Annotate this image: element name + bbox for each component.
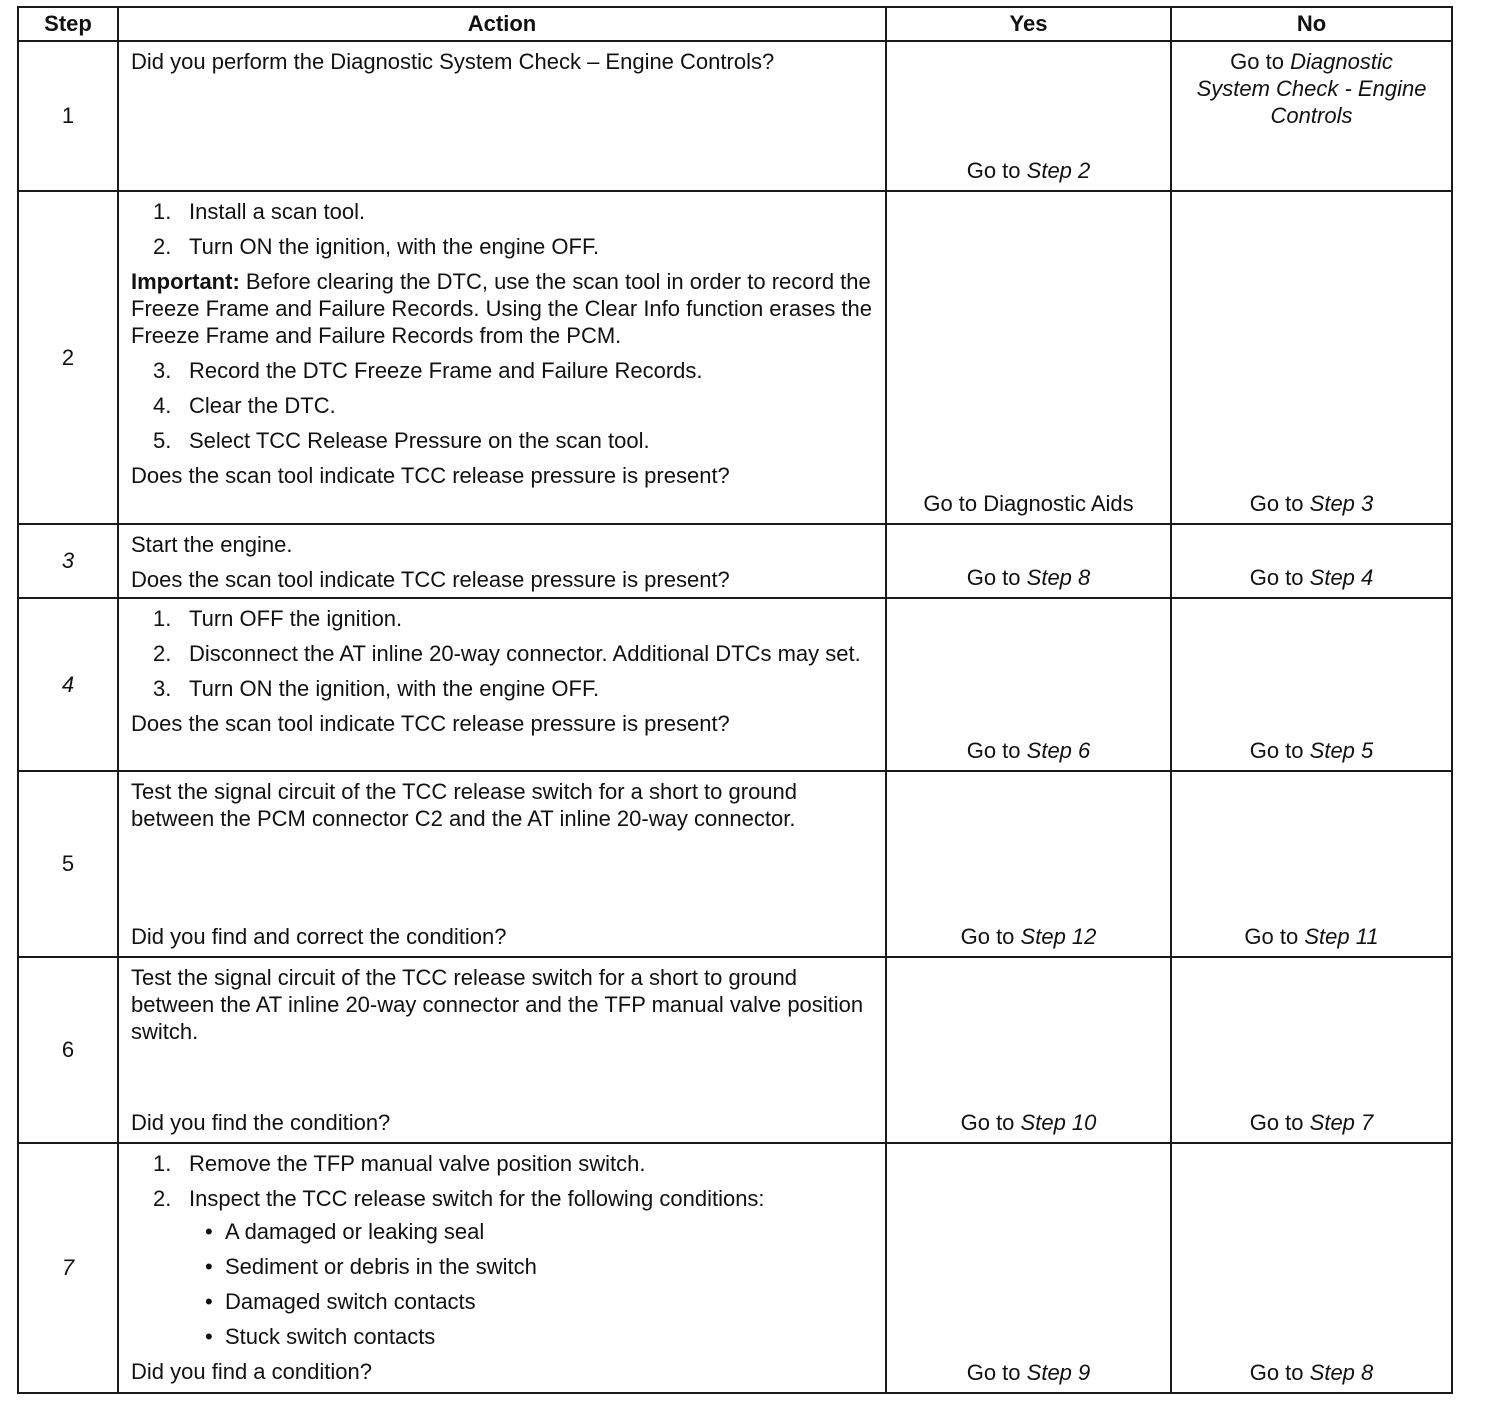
yes-cell: Go to Diagnostic Aids <box>886 191 1171 524</box>
header-action: Action <box>118 7 886 41</box>
instruction-list <box>131 1150 875 1350</box>
step-number: 1 <box>18 41 118 191</box>
action-cell <box>118 191 886 524</box>
action-text: Test the signal circuit of the TCC release switch for a short to ground between the AT inline 20-way connector and the TFP manual valve position switch. <box>131 965 864 1044</box>
step-number: 3 <box>18 524 118 598</box>
action-cell <box>118 598 886 771</box>
no-cell <box>1171 598 1452 771</box>
list-item: 2. Inspect the TCC release switch for the following conditions: • A damaged or leaking seal • Sediment or debris in the switch • Damaged switch contacts • Stuck switch contacts <box>131 1185 875 1350</box>
yes-step-ref: Step 12 <box>1020 924 1097 949</box>
yes-step-ref: Step 9 <box>1026 1360 1091 1385</box>
list-item: 2. Disconnect the AT inline 20-way connector. Additional DTCs may set. <box>153 641 861 666</box>
no-cell <box>1171 1143 1452 1393</box>
step-number: 4 <box>18 598 118 771</box>
goto-label: Go to <box>1249 738 1304 763</box>
yes-cell <box>886 524 1171 598</box>
goto-label: Go to <box>966 1360 1021 1385</box>
list-item: 1. Turn OFF the ignition. <box>153 606 403 631</box>
goto-label: Go to <box>1249 1360 1304 1385</box>
goto-label: Go to <box>1249 565 1304 590</box>
yes-cell <box>886 598 1171 771</box>
header-yes: Yes <box>886 7 1171 41</box>
action-cell <box>118 524 886 598</box>
no-cell <box>1171 191 1452 524</box>
table-row <box>18 1143 1452 1393</box>
table-row <box>18 191 1452 524</box>
step-number: 2 <box>18 191 118 524</box>
goto-label: Go to <box>1244 924 1299 949</box>
yes-cell <box>886 41 1171 191</box>
bullet-item: • Damaged switch contacts <box>189 1288 875 1315</box>
yes-step-ref: Step 2 <box>1026 158 1091 183</box>
goto-label: Go to <box>966 738 1021 763</box>
yes-step-ref: Step 6 <box>1026 738 1091 763</box>
action-question: Does the scan tool indicate TCC release pressure is present? <box>131 463 730 488</box>
action-cell <box>118 1143 886 1393</box>
action-text: Test the signal circuit of the TCC release switch for a short to ground between the PCM connector C2 and the AT inline 20-way connector. <box>131 779 798 831</box>
action-cell <box>118 957 886 1143</box>
table-row <box>18 957 1452 1143</box>
no-step-ref: Step 5 <box>1309 738 1374 763</box>
yes-step-ref: Step 10 <box>1020 1110 1097 1135</box>
list-item: 5. Select TCC Release Pressure on the scan tool. <box>153 428 650 453</box>
yes-cell <box>886 957 1171 1143</box>
goto-label: Go to <box>1230 49 1284 74</box>
action-cell <box>118 771 886 957</box>
no-cell <box>1171 957 1452 1143</box>
header-row <box>18 7 1452 41</box>
goto-label: Go to <box>960 924 1015 949</box>
bullet-list <box>189 1218 875 1350</box>
action-cell <box>118 41 886 191</box>
yes-cell <box>886 771 1171 957</box>
action-question: Did you find a condition? <box>131 1359 372 1384</box>
no-step-ref: Step 4 <box>1309 565 1374 590</box>
goto-label: Go to <box>1249 491 1304 516</box>
list-item: 1. Install a scan tool. <box>153 199 366 224</box>
action-text: Start the engine. <box>131 532 293 557</box>
no-cell <box>1171 41 1452 191</box>
goto-label: Go to <box>966 158 1021 183</box>
no-step-ref: Step 3 <box>1309 491 1374 516</box>
goto-label: Go to <box>960 1110 1015 1135</box>
goto-label: Go to <box>966 565 1021 590</box>
table-row <box>18 524 1452 598</box>
action-question: Did you perform the Diagnostic System Check – Engine Controls? <box>131 49 775 74</box>
no-cell <box>1171 771 1452 957</box>
diagnostic-table <box>17 6 1453 1394</box>
bullet-item: • Sediment or debris in the switch <box>189 1253 875 1280</box>
instruction-list <box>131 198 875 260</box>
bullet-item: • Stuck switch contacts <box>189 1323 875 1350</box>
important-note: Important: Before clearing the DTC, use the scan tool in order to record the Freeze Frame and Failure Records. Using the Clear Info function erases the Freeze Frame and Failure Records from the PCM. <box>131 269 873 348</box>
step-number: 7 <box>18 1143 118 1393</box>
list-item: 2. Turn ON the ignition, with the engine OFF. <box>153 234 600 259</box>
header-no: No <box>1171 7 1452 41</box>
action-question: Does the scan tool indicate TCC release pressure is present? <box>131 711 730 736</box>
table-row <box>18 598 1452 771</box>
table-row <box>18 41 1452 191</box>
list-item: 3. Turn ON the ignition, with the engine OFF. <box>153 676 600 701</box>
action-question: Did you find and correct the condition? <box>131 924 507 949</box>
no-step-ref: Diagnostic System Check - Engine Controls <box>1196 49 1427 128</box>
instruction-list <box>131 605 875 702</box>
no-step-ref: Step 8 <box>1309 1360 1374 1385</box>
no-cell <box>1171 524 1452 598</box>
header-step: Step <box>18 7 118 41</box>
table-row <box>18 771 1452 957</box>
list-item: 1. Remove the TFP manual valve position switch. <box>153 1151 646 1176</box>
list-item: 3. Record the DTC Freeze Frame and Failure Records. <box>153 358 703 383</box>
goto-label: Go to <box>1249 1110 1304 1135</box>
bullet-item: • A damaged or leaking seal <box>189 1218 875 1245</box>
step-number: 6 <box>18 957 118 1143</box>
yes-cell <box>886 1143 1171 1393</box>
important-label: Important: <box>131 269 240 294</box>
step-number: 5 <box>18 771 118 957</box>
yes-step-ref: Step 8 <box>1026 565 1091 590</box>
no-step-ref: Step 7 <box>1309 1110 1374 1135</box>
instruction-list <box>131 357 875 454</box>
list-item: 4. Clear the DTC. <box>153 393 336 418</box>
action-question: Does the scan tool indicate TCC release pressure is present? <box>131 567 730 592</box>
no-step-ref: Step 11 <box>1304 924 1379 949</box>
action-question: Did you find the condition? <box>131 1110 391 1135</box>
